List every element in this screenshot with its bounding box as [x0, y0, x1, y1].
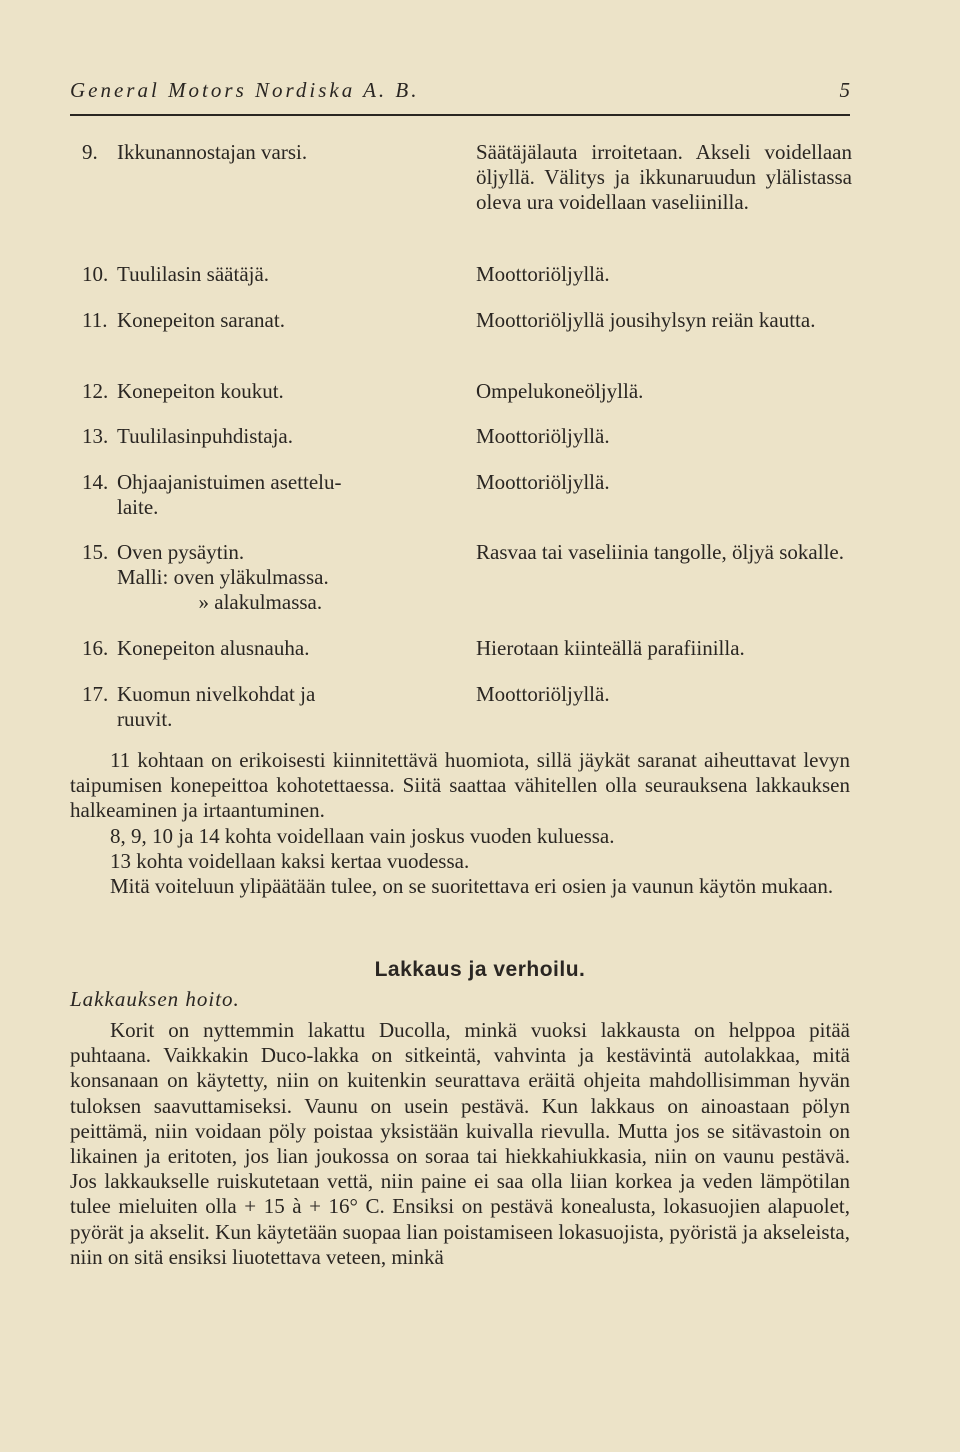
section-subheading: Lakkauksen hoito. — [70, 987, 240, 1011]
item-instruction: Moottoriöljyllä. — [476, 470, 610, 494]
item-part: Ikkunannostajan varsi. — [117, 140, 308, 164]
item-part: Tuulilasinpuhdistaja. — [117, 424, 293, 448]
item-instruction: Hierotaan kiinteällä parafiinilla. — [476, 636, 745, 660]
item-part: Kuomun nivelkohdat ja ruuvit. — [117, 682, 316, 731]
item-instruction: Moottoriöljyllä. — [476, 424, 610, 448]
notes-block — [70, 748, 850, 899]
body-paragraph: Korit on nyttemmin lakattu Ducolla, minkä vuoksi lakkausta on helppoa pitää puhtaana. Vaikkakin Duco-lakka on sitkeintä, vahvinta ja kestävintä autolakkaa, mitä konsanaan on käytetty, niin on kuitenkin seurattava eräitä ohjeita mahdollisimman hyvän tuloksen saavuttamiseksi. Vaunu on usein pestävä. Kun lakkaus on ainoastaan pölyn peittämä, niin voidaan pöly poistaa yksistään kuivalla rievulla. Mutta jos se sitävastoin on likainen ja eritoten, jos lian joukossa on soraa tai hiekkahiukkasia, niin on vaunu pestävä. Jos lakkaukselle ruiskutetaan vettä, niin paine ei saa olla liian korkea ja veden lämpötilan tulee mieluiten olla + 15 à + 16° C. Ensiksi on pestävä konealusta, lokasuojien alapuolet, pyörät ja akselit. Kun käytetään suopaa lian poistamiseen lokasuojista, pyöristä ja akseleista, niin on sitä ensiksi liuotettava veteen, minkä — [70, 1018, 850, 1269]
item-instruction: Rasvaa tai vaseliinia tangolle, öljyä sokalle. — [476, 540, 844, 564]
item-part: Konepeiton alusnauha. — [117, 636, 310, 660]
section-heading: Lakkaus ja verhoilu. — [374, 958, 586, 981]
item-part: Oven pysäytin. Malli: oven yläkulmassa. » alakulmassa. — [117, 540, 329, 614]
note-paragraph: Mitä voiteluun ylipäätään tulee, on se suoritettava eri osien ja vaunun käytön mukaan. — [110, 874, 834, 899]
item-instruction: Moottoriöljyllä jousihylsyn reiän kautta. — [476, 308, 816, 332]
note-paragraph: 11 kohtaan on erikoisesti kiinnitettävä huomiota, sillä jäykät saranat aiheuttavat levyn taipumisen konepeittoa kohotettaessa. Siitä saattaa vähitellen olla seurauksena lakkauksen halkeaminen ja irtaantuminen. — [70, 748, 850, 823]
item-number: 17. — [82, 682, 109, 706]
item-number: 13. — [82, 424, 109, 448]
item-part: Ohjaajanistuimen asettelu- laite. — [117, 470, 342, 519]
page-number: 5 — [839, 78, 850, 102]
item-part: Konepeiton koukut. — [117, 379, 284, 403]
item-instruction: Moottoriöljyllä. — [476, 682, 610, 706]
item-number: 11. — [82, 308, 108, 332]
item-part: Tuulilasin säätäjä. — [117, 262, 270, 286]
header-title: General Motors Nordiska A. B. — [70, 78, 420, 102]
item-number: 16. — [82, 636, 109, 660]
item-number: 14. — [82, 470, 109, 494]
item-number: 12. — [82, 379, 109, 403]
header-rule — [70, 114, 850, 116]
item-instruction: Säätäjälauta irroitetaan. Akseli voidellaan öljyllä. Välitys ja ikkunaruudun ylälistassa oleva ura voidellaan vaseliinilla. — [476, 140, 852, 214]
item-number: 9. — [82, 140, 98, 164]
body-text — [70, 1018, 850, 1270]
item-instruction: Ompelukoneöljyllä. — [476, 379, 644, 403]
item-instruction: Moottoriöljyllä. — [476, 262, 610, 286]
item-number: 15. — [82, 540, 109, 564]
item-part: Konepeiton saranat. — [117, 308, 285, 332]
item-number: 10. — [82, 262, 109, 286]
note-paragraph: 8, 9, 10 ja 14 kohta voidellaan vain joskus vuoden kuluessa. — [110, 823, 615, 848]
running-header — [70, 78, 850, 103]
note-paragraph: 13 kohta voidellaan kaksi kertaa vuodessa. — [110, 848, 470, 873]
